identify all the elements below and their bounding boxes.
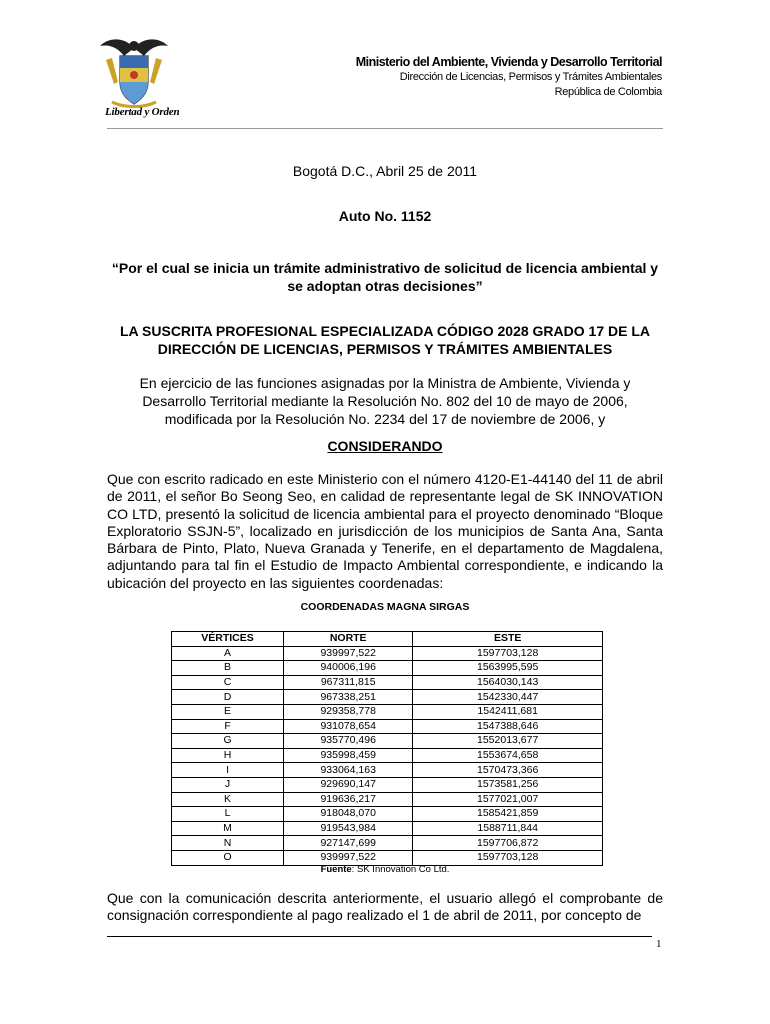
vertex-cell: N (172, 836, 284, 851)
este-cell: 1542411,681 (413, 704, 603, 719)
auto-number: Auto No. 1152 (338, 208, 432, 224)
vertex-cell: I (172, 763, 284, 778)
footer-divider (107, 936, 652, 937)
vertex-cell: F (172, 719, 284, 734)
este-cell: 1570473,366 (413, 763, 603, 778)
este-cell: 1585421,859 (413, 807, 603, 822)
este-cell: 1553674,658 (413, 748, 603, 763)
table-row (172, 792, 603, 807)
vertex-cell: G (172, 734, 284, 749)
table-row (172, 763, 603, 778)
considerando-heading: CONSIDERANDO (327, 438, 443, 454)
logo-caption: Libertad y Orden (105, 106, 180, 118)
vertex-cell: J (172, 777, 284, 792)
vertex-cell: H (172, 748, 284, 763)
table-source (107, 864, 663, 875)
paragraph-2: Que con la comunicación descrita anteriormente, el usuario allegó el comprobante de consignación correspondiente al pago realizado el 1 de abril de 2011, por concepto de (107, 890, 663, 924)
vertex-cell: M (172, 821, 284, 836)
header-divider (107, 128, 663, 129)
norte-cell: 929358,778 (284, 704, 413, 719)
norte-cell: 940006,196 (284, 661, 413, 676)
condor-shield-icon (96, 34, 172, 110)
este-cell: 1577021,007 (413, 792, 603, 807)
norte-cell: 933064,163 (284, 763, 413, 778)
vertex-cell: C (172, 675, 284, 690)
direction-name: Dirección de Licencias, Permisos y Trámites Ambientales (399, 71, 662, 83)
table-row (172, 719, 603, 734)
coordinates-table (171, 631, 603, 866)
table-header-row (172, 632, 603, 647)
document-subject: “Por el cual se inicia un trámite administrativo de solicitud de licencia ambiental y se adoptan otras decisiones” (111, 260, 659, 294)
header-vertices: VÉRTICES (172, 632, 284, 647)
este-cell: 1542330,447 (413, 690, 603, 705)
table-row (172, 675, 603, 690)
vertex-cell: L (172, 807, 284, 822)
table-row (172, 807, 603, 822)
vertex-cell: A (172, 646, 284, 661)
norte-cell: 918048,070 (284, 807, 413, 822)
country-name: República de Colombia (554, 86, 662, 98)
norte-cell: 919636,217 (284, 792, 413, 807)
coordinates-table-title: COORDENADAS MAGNA SIRGAS (300, 601, 470, 613)
norte-cell: 931078,654 (284, 719, 413, 734)
header-este: ESTE (413, 632, 603, 647)
este-cell: 1597706,872 (413, 836, 603, 851)
table-row (172, 646, 603, 661)
este-cell: 1564030,143 (413, 675, 603, 690)
este-cell: 1563995,595 (413, 661, 603, 676)
source-label: Fuente (320, 864, 352, 875)
table-row (172, 777, 603, 792)
este-cell: 1597703,128 (413, 850, 603, 865)
vertex-cell: D (172, 690, 284, 705)
norte-cell: 939997,522 (284, 850, 413, 865)
norte-cell: 935770,496 (284, 734, 413, 749)
norte-cell: 939997,522 (284, 646, 413, 661)
este-cell: 1573581,256 (413, 777, 603, 792)
vertex-cell: B (172, 661, 284, 676)
paragraph-1: Que con escrito radicado en este Ministerio con el número 4120-E1-44140 del 11 de abril de 2011, el señor Bo Seong Seo, en calidad de representante legal de SK INNOVATION CO LTD, presentó la solicitud de licencia ambiental para el proyecto denominado “Bloque Exploratorio SSJN-5”, localizado en jurisdicción de los municipios de Santa Ana, Santa Bárbara de Pinto, Plato, Nueva Granada y Tenerife, en el departamento de Magdalena, adjuntando para tal fin el Estudio de Impacto Ambiental correspondiente, e indicando la ubicación del proyecto en las siguientes coordenadas: (107, 471, 663, 591)
functions-paragraph: En ejercicio de las funciones asignadas por la Ministra de Ambiente, Vivienda y Desarrollo Territorial mediante la Resolución No. 802 del 10 de mayo de 2006, modificada por la Resolución No. 2234 del 17 de noviembre de 2006, y (139, 375, 631, 427)
este-cell: 1552013,677 (413, 734, 603, 749)
este-cell: 1547388,646 (413, 719, 603, 734)
table-row (172, 748, 603, 763)
table-row (172, 850, 603, 865)
norte-cell: 929690,147 (284, 777, 413, 792)
page-number: 1 (656, 938, 662, 950)
norte-cell: 967311,815 (284, 675, 413, 690)
este-cell: 1597703,128 (413, 646, 603, 661)
vertex-cell: E (172, 704, 284, 719)
table-row (172, 704, 603, 719)
table-row (172, 734, 603, 749)
norte-cell: 935998,459 (284, 748, 413, 763)
norte-cell: 967338,251 (284, 690, 413, 705)
table-row (172, 661, 603, 676)
vertex-cell: K (172, 792, 284, 807)
table-row (172, 836, 603, 851)
table-row (172, 821, 603, 836)
ministry-name: Ministerio del Ambiente, Vivienda y Desarrollo Territorial (355, 55, 662, 69)
este-cell: 1588711,844 (413, 821, 603, 836)
table-row (172, 690, 603, 705)
vertex-cell: O (172, 850, 284, 865)
norte-cell: 927147,699 (284, 836, 413, 851)
document-date: Bogotá D.C., Abril 25 de 2011 (292, 163, 478, 179)
header-norte: NORTE (284, 632, 413, 647)
issuer-heading: LA SUSCRITA PROFESIONAL ESPECIALIZADA CÓDIGO 2028 GRADO 17 DE LA DIRECCIÓN DE LICENCIAS, PERMISOS Y TRÁMITES AMBIENTALES (120, 323, 650, 357)
source-text: : SK Innovation Co Ltd. (351, 864, 450, 875)
norte-cell: 919543,984 (284, 821, 413, 836)
